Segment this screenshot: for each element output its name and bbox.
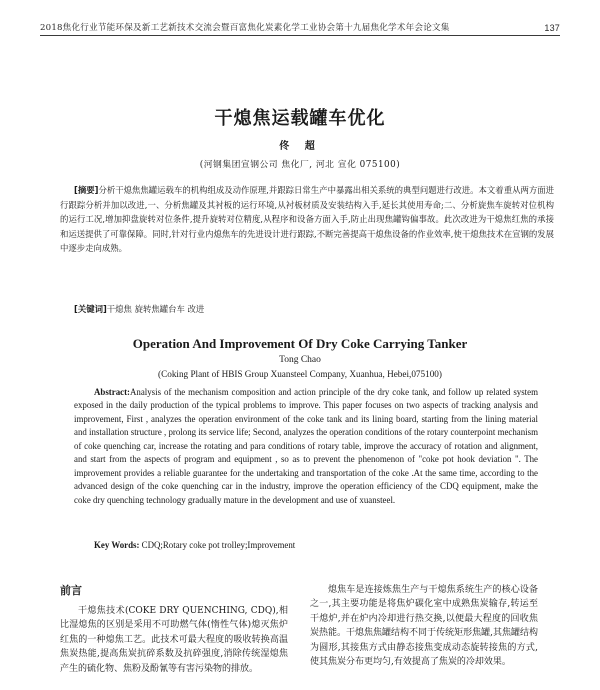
chinese-author: 佟 超	[279, 141, 321, 152]
chinese-keywords	[74, 302, 554, 316]
english-author: Tong Chao	[279, 355, 321, 365]
english-abstract	[74, 386, 538, 507]
english-keywords-tag: Key Words:	[94, 540, 140, 550]
chinese-title: 干熄焦运载罐车优化	[214, 108, 386, 129]
chinese-abstract-tag: [摘要]	[74, 185, 99, 195]
chinese-abstract-text: 分析干熄焦焦罐运载车的机构组成及动作原理,并跟踪日常生产中暴露出相关系统的典型问题进行改进。本文着重从两方面进行跟踪分析并加以改进,一、分析焦罐及其衬板的运行环境,从衬板材质及安装结构入手,延长其使用寿命;二、分析旋焦车旋转对位机构的运行工况,增加抑盘旋转对位条件,提升旋转对位精度,从程序和设备方面入手,防止出现焦罐钩偏事故。此次改进为干熄焦红焦的承接和运送提供了可靠保障。同时,针对行业内熄焦车的先进设计进行跟踪,不断完善提高干熄焦设备的作业效率,使干熄焦技术在宣钢的发展中逐步走向成熟。	[60, 185, 554, 254]
english-abstract-text: Analysis of the mechanism composition and action principle of the dry coke tank, and follow up related system exposed in the daily production of the typical problems to improve. This paper focuses on two aspects of tracking analysis and improvement, First , analyzes the operation environment of the coke tank and its lining board, starting from the lining material and installation structure , prolong its service life; Second, analyzes the operation conditions of the rotary counterpoint mechanism of coke quenching car, increase the rotating and para conditions of rotary table, improve the accuracy of rotation and alignment, and start from the aspects of program and equipment , so as to prevent the phenomenon of "coke pot hook deviation ". The improvement provides a reliable guarantee for the undertaking and transportation of the coke .At the same time, according to the advanced design of the coke quenching car in the industry, improve the operation efficiency of the CDQ equipment, make the coke dry quenching technology gradually mature in the development and use of xuansteel.	[74, 387, 538, 505]
journal-line: 2018焦化行业节能环保及新工艺新技术交流会暨百富焦化炭素化学工业协会第十九届焦化学术年会论文集	[40, 23, 450, 33]
english-abstract-tag: Abstract:	[94, 387, 130, 397]
section-title-preface: 前言	[60, 584, 82, 597]
body-column-left	[60, 583, 288, 676]
english-keywords	[94, 540, 538, 550]
chinese-keywords-text: 干熄焦 旋转焦罐台车 改进	[106, 304, 205, 314]
page-number: 137	[544, 23, 560, 33]
body-paragraph-right: 熄焦车是连接炼焦生产与干熄焦系统生产的核心设备之一,其主要功能是将焦炉碳化室中成熟焦炭输存,转运至干熄炉,并在炉内冷却进行热交换,以便最大程度的回收焦炭热能。干熄焦焦罐结构不同于传统矩形焦罐,其焦罐结构为圆形,其接焦方式由静态接焦变成动态旋转接焦的方式,使其焦炭分布更均匀,有效提高了焦炭的冷却效果。	[310, 585, 538, 668]
running-header	[40, 18, 560, 36]
chinese-keywords-tag: [关键词]	[74, 304, 107, 314]
english-keywords-text: CDQ;Rotary coke pot trolley;Improvement	[141, 540, 296, 550]
english-title: Operation And Improvement Of Dry Coke Carrying Tanker	[132, 336, 468, 351]
chinese-abstract	[60, 183, 554, 256]
chinese-affiliation: (河钢集团宣钢公司 焦化厂, 河北 宣化 075100)	[199, 160, 401, 170]
body-paragraph-left: 干熄焦技术(COKE DRY QUENCHING, CDQ),相比湿熄焦的区别是采用不可助燃气体(惰性气体)熄灭焦炉红焦的一种熄焦工艺。此技术可最大程度的吸收转换高温焦炭热能,提高焦炭抗碎系数及抗碎强度,消除传统湿熄焦产生的硫化物、焦粉及酚氰等有害污染物的排放。	[60, 606, 288, 674]
body-column-right	[310, 583, 538, 669]
english-affiliation: (Coking Plant of HBIS Group Xuansteel Company, Xuanhua, Hebei,075100)	[158, 369, 442, 379]
